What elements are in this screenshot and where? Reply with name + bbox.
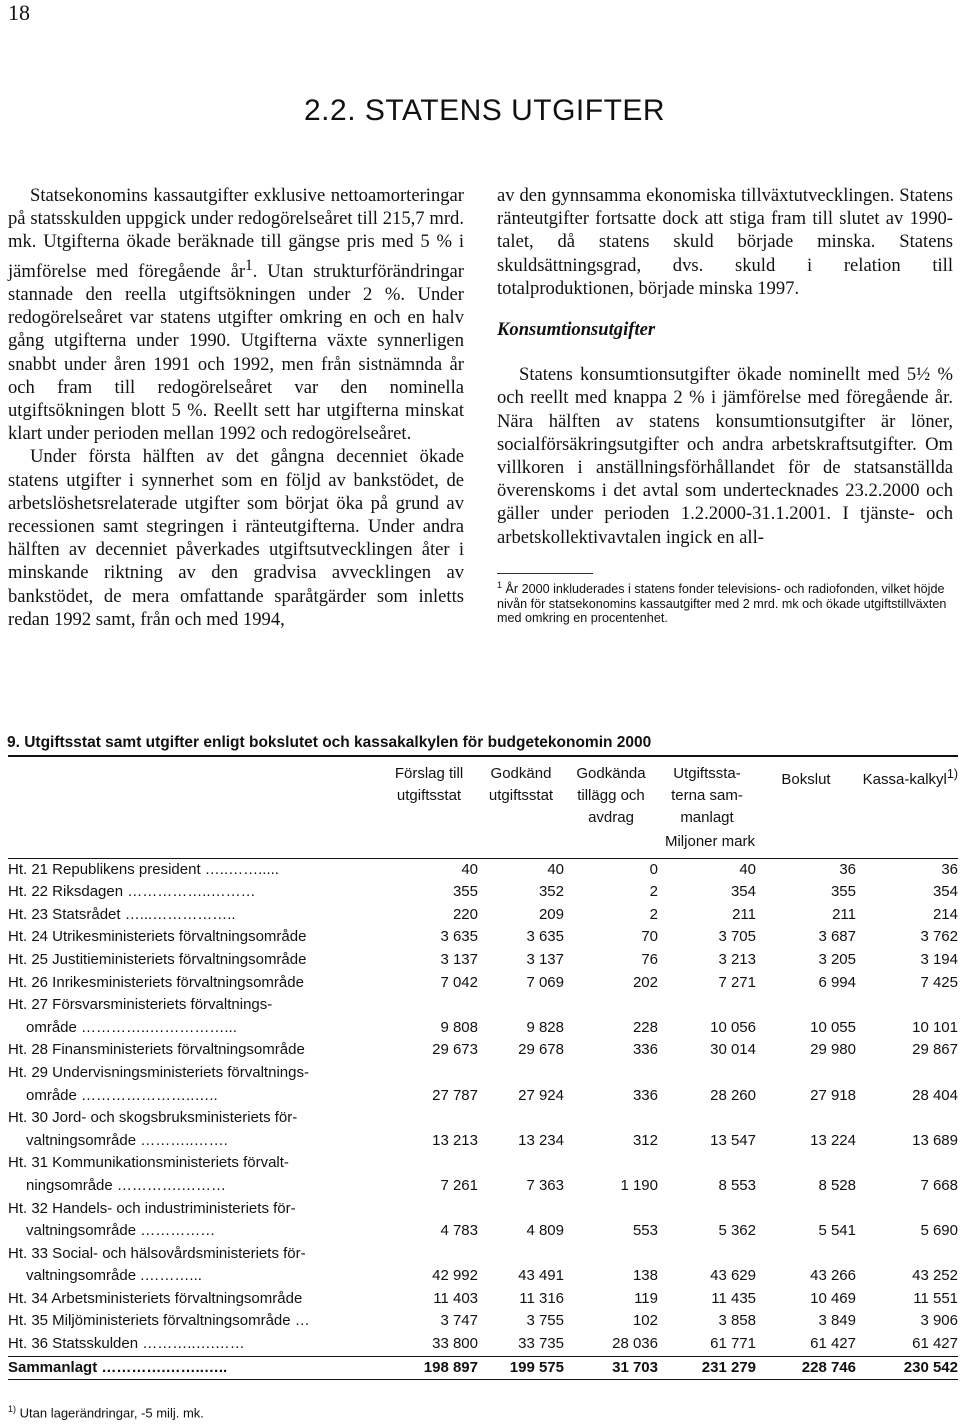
table-row (8, 1085, 958, 1108)
row-label: Ht. 21 Republikens president …..……..... (8, 860, 279, 878)
cell-value: 138 (632, 1267, 658, 1285)
cell-value: 13 224 (810, 1131, 856, 1149)
cell-value: 220 (452, 905, 478, 923)
cell-value: 0 (649, 860, 658, 878)
cell-value: 30 014 (710, 1041, 756, 1059)
cell-value: 33 800 (432, 1335, 478, 1353)
cell-value: 29 867 (912, 1041, 958, 1059)
cell-value: 13 234 (518, 1131, 564, 1149)
cell-value: 3 755 (526, 1312, 564, 1330)
cell-value: 43 629 (710, 1267, 756, 1285)
table-row (8, 881, 958, 904)
cell-value: 42 992 (432, 1267, 478, 1285)
cell-value: 7 668 (920, 1176, 958, 1194)
total-value: 31 703 (564, 1356, 658, 1380)
row-label: Ht. 29 Undervisningsministeriets förvaltnings- (8, 1063, 309, 1081)
right-paragraph-2: Statens konsumtionsutgifter ökade nominellt med 5½ % och reellt med knappa 2 % i jämförelse med föregående år. Nära hälften av statens konsumtionsutgifter är löner, socialförsäkringsutgifter och andra arbetskraftsutgifter. Om villkoren i anställningsförhållandet för de statsanställda överenskoms i det avtal som undertecknades 23.2.2000 och gäller under perioden 1.2.2000-31.1.2001. I tjänste- och arbetskollektivavtalen ingick en all- (497, 364, 953, 548)
cell-value: 61 771 (710, 1335, 756, 1353)
left-p1-text: Statsekonomins kassautgifter exklusive nettoamorteringar på statsskulden uppgick under redogörelseåret till 215,7 mrd. mk. Utgifterna ökade beräknade till gängse pris med 5 % i jämförelse med föregående år (8, 185, 464, 282)
cell-value: 43 252 (912, 1267, 958, 1285)
cell-value: 209 (538, 905, 564, 923)
cell-value: 28 260 (710, 1086, 756, 1104)
cell-value: 228 (632, 1018, 658, 1036)
table-row (8, 949, 958, 972)
budget-table-block (8, 734, 958, 1380)
cell-value: 5 541 (818, 1222, 856, 1240)
cell-value: 11 403 (433, 1289, 478, 1307)
cell-value: 7 271 (718, 973, 756, 991)
cell-value: 3 705 (718, 928, 756, 946)
right-paragraph-1: av den gynnsamma ekonomiska tillväxtutvecklingen. Statens ränteutgifter fortsatte dock att stiga fram till slutet av 1990-talet, då statens skuld började minska. Statens skuldsättningsgrad, dvs. skuld i relation till totalproduktionen, började minska 1997. (497, 185, 953, 299)
table-row (8, 926, 958, 949)
cell-value: 33 735 (518, 1335, 564, 1353)
cell-value: 553 (632, 1222, 658, 1240)
table-row (8, 1310, 958, 1333)
cell-value: 3 213 (718, 950, 756, 968)
left-text-column (8, 184, 464, 631)
cell-value: 3 194 (920, 950, 958, 968)
footnote-marker: 1 (497, 579, 503, 590)
row-label: Ht. 28 Finansministeriets förvaltningsområde (8, 1041, 305, 1059)
total-value: 231 279 (658, 1356, 756, 1380)
cell-value: 27 787 (432, 1086, 478, 1104)
cell-value: 36 (941, 860, 958, 878)
header-kassakalkyl-sup: 1) (946, 767, 958, 781)
cell-value: 3 849 (818, 1312, 856, 1330)
cell-value: 1 190 (620, 1176, 658, 1194)
header-godkand: Godkänd utgiftsstat (488, 765, 554, 804)
cell-value: 7 363 (526, 1176, 564, 1194)
cell-value: 214 (932, 905, 958, 923)
unit-label: Miljoner mark (664, 833, 755, 850)
cell-value: 3 762 (920, 928, 958, 946)
cell-value: 8 553 (718, 1176, 756, 1194)
left-paragraph-1 (8, 184, 464, 445)
cell-value: 11 435 (711, 1289, 756, 1307)
table-row (8, 972, 958, 995)
total-value: 198 897 (380, 1356, 478, 1380)
table-row (8, 904, 958, 927)
header-forslag: Förslag till utgiftsstat (394, 765, 464, 804)
row-label: Ht. 35 Miljöministeriets förvaltningsområde … (8, 1312, 310, 1330)
row-label: Ht. 23 Statsrådet …...…………….. (8, 905, 236, 923)
cell-value: 2 (649, 905, 658, 923)
table-footnote-marker: 1) (8, 1404, 17, 1414)
cell-value: 27 924 (518, 1086, 564, 1104)
cell-value: 61 427 (810, 1335, 856, 1353)
row-label-continuation: område …………..……………... (26, 1018, 237, 1036)
cell-value: 4 783 (440, 1222, 478, 1240)
row-label: Ht. 27 Försvarsministeriets förvaltnings- (8, 996, 273, 1014)
cell-value: 11 316 (519, 1289, 564, 1307)
row-label: Ht. 36 Statsskulden ………..….…… (8, 1335, 245, 1353)
cell-value: 3 137 (440, 950, 478, 968)
table-row-label-line (8, 1152, 958, 1175)
row-label: Ht. 30 Jord- och skogsbruksministeriets för- (8, 1109, 298, 1127)
table-body (8, 858, 958, 1380)
row-label-continuation: område …………………..….. (26, 1086, 218, 1104)
cell-value: 10 101 (912, 1018, 958, 1036)
table-row-label-line (8, 1107, 958, 1130)
total-value: 228 746 (756, 1356, 856, 1380)
cell-value: 4 809 (526, 1222, 564, 1240)
cell-value: 40 (461, 860, 478, 878)
cell-value: 6 994 (818, 973, 856, 991)
cell-value: 3 906 (920, 1312, 958, 1330)
cell-value: 36 (839, 860, 856, 878)
row-label: Ht. 31 Kommunikationsministeriets förvalt- (8, 1154, 289, 1172)
cell-value: 28 404 (912, 1086, 958, 1104)
cell-value: 29 673 (432, 1041, 478, 1059)
table-row-label-line (8, 1243, 958, 1266)
header-bokslut: Bokslut (781, 771, 831, 788)
table-row (8, 1265, 958, 1288)
cell-value: 13 689 (912, 1131, 958, 1149)
right-text-column (497, 184, 953, 626)
table-row (8, 858, 958, 881)
cell-value: 355 (452, 883, 478, 901)
cell-value: 202 (632, 973, 658, 991)
cell-value: 27 918 (810, 1086, 856, 1104)
cell-value: 61 427 (912, 1335, 958, 1353)
cell-value: 336 (632, 1041, 658, 1059)
row-label-continuation: valtningsområde ………..……. (26, 1131, 228, 1149)
table-header-row (8, 757, 958, 829)
cell-value: 211 (832, 905, 856, 923)
subsection-heading: Konsumtionsutgifter (497, 319, 656, 341)
cell-value: 2 (649, 883, 658, 901)
table-row-label-line (8, 1198, 958, 1221)
cell-value: 3 137 (526, 950, 564, 968)
cell-value: 352 (538, 883, 564, 901)
table-row (8, 1175, 958, 1198)
cell-value: 7 261 (440, 1176, 478, 1194)
cell-value: 7 042 (440, 973, 478, 991)
cell-value: 10 055 (810, 1018, 856, 1036)
total-value: 199 575 (478, 1356, 564, 1380)
total-row (8, 1356, 958, 1380)
table-footnote (8, 1404, 204, 1420)
cell-value: 5 362 (718, 1222, 756, 1240)
row-label: Ht. 33 Social- och hälsovårdsministeriets för- (8, 1244, 306, 1262)
cell-value: 13 547 (710, 1131, 756, 1149)
cell-value: 355 (830, 883, 856, 901)
table-row (8, 1039, 958, 1062)
cell-value: 3 205 (818, 950, 856, 968)
section-title: 2.2. STATENS UTGIFTER (304, 94, 666, 127)
row-label: Ht. 32 Handels- och industriministeriets för- (8, 1199, 296, 1217)
row-label: Ht. 25 Justitieministeriets förvaltningsområde (8, 950, 307, 968)
cell-value: 211 (732, 905, 756, 923)
table-title: 9. Utgiftsstat samt utgifter enligt bokslutet och kassakalkylen för budgetekonomin 2000 (7, 734, 652, 751)
cell-value: 10 469 (810, 1289, 856, 1307)
cell-value: 8 528 (818, 1176, 856, 1194)
row-label: Ht. 26 Inrikesministeriets förvaltningsområde (8, 973, 304, 991)
cell-value: 70 (641, 928, 658, 946)
unit-row (8, 829, 958, 858)
cell-value: 9 828 (526, 1018, 564, 1036)
cell-value: 9 808 (440, 1018, 478, 1036)
header-samanlagt: Utgiftssta-terna sam-manlagt (671, 765, 743, 826)
cell-value: 28 036 (612, 1335, 658, 1353)
footnote-ref: 1 (245, 256, 253, 274)
left-p1-tail: . Utan strukturförändringar stannade den reella utgiftsökningen under 2 %. Under redogörelseåret var statens utgifter omkring en och en halv gång utgifterna under 1990. Utgifterna växte synnerligen snabbt under åren 1991 och 1992, men från sistnämnda år och fram till redogörelseåret var den nominella utgiftsökningen blott 5 %. Reellt sett har utgifterna minskat klart under perioden mellan 1992 och redogörelseåret. (8, 260, 464, 445)
header-label-col (8, 757, 380, 829)
cell-value: 354 (932, 883, 958, 901)
total-label: Sammanlagt ………….……..….. (8, 1356, 380, 1380)
footnote (497, 578, 953, 626)
footnote-rule (497, 573, 593, 574)
row-label-continuation: valtningsområde .………... (26, 1267, 202, 1285)
cell-value: 40 (547, 860, 564, 878)
header-kassakalkyl-text: Kassa-kalkyl (862, 771, 947, 788)
table-row (8, 1017, 958, 1040)
page-number: 18 (8, 0, 30, 25)
row-label: Ht. 24 Utrikesministeriets förvaltningsområde (8, 928, 307, 946)
cell-value: 3 635 (526, 928, 564, 946)
cell-value: 3 635 (440, 928, 478, 946)
cell-value: 3 687 (818, 928, 856, 946)
cell-value: 312 (632, 1131, 658, 1149)
cell-value: 29 980 (810, 1041, 856, 1059)
cell-value: 3 858 (718, 1312, 756, 1330)
table-row (8, 1220, 958, 1243)
cell-value: 3 747 (440, 1312, 478, 1330)
cell-value: 11 551 (913, 1289, 958, 1307)
row-label: Ht. 22 Riksdagen ……………..……… (8, 883, 256, 901)
cell-value: 40 (739, 860, 756, 878)
header-kassakalkyl (856, 757, 958, 829)
table-row-label-line (8, 1062, 958, 1085)
cell-value: 13 213 (432, 1131, 478, 1149)
cell-value: 7 069 (526, 973, 564, 991)
footnote-text: År 2000 inkluderades i statens fonder televisions- och radiofonden, vilket höjde nivån för statsekonomins kassautgifter med 2 mrd. mk och ökade utgiftstillväxten med omkring en procentenhet. (497, 582, 947, 626)
cell-value: 119 (634, 1289, 658, 1307)
cell-value: 336 (632, 1086, 658, 1104)
table-row-label-line (8, 994, 958, 1017)
cell-value: 43 266 (810, 1267, 856, 1285)
row-label-continuation: valtningsområde …………… (26, 1222, 216, 1240)
budget-table (8, 757, 958, 1380)
row-label-continuation: ningsområde ………….……… (26, 1176, 227, 1194)
table-row (8, 1288, 958, 1311)
cell-value: 10 056 (710, 1018, 756, 1036)
total-value: 230 542 (856, 1356, 958, 1380)
cell-value: 29 678 (518, 1041, 564, 1059)
table-row (8, 1333, 958, 1356)
table-footnote-text: Utan lagerändringar, -5 milj. mk. (19, 1405, 204, 1421)
header-tillagg: Godkända tillägg och avdrag (576, 765, 646, 826)
cell-value: 102 (632, 1312, 658, 1330)
cell-value: 43 491 (518, 1267, 564, 1285)
left-paragraph-2: Under första hälften av det gångna decenniet ökade statens utgifter i synnerhet som en följd av bankstödet, de arbetslöshetsrelaterade utgifter som börjat öka på grund av recessionen samt stegringen i ränteutgifterna. Under andra hälften av decenniet påverkades utgiftsutvecklingen åter i minskande riktning av den gradvisa avvecklingen av bankstödet, de mera omfattande sparåtgärder som inletts redan 1992 samt, från och med 1994, (8, 446, 464, 630)
cell-value: 76 (641, 950, 658, 968)
cell-value: 5 690 (920, 1222, 958, 1240)
table-row (8, 1130, 958, 1153)
cell-value: 354 (730, 883, 756, 901)
row-label: Ht. 34 Arbetsministeriets förvaltningsområde (8, 1289, 303, 1307)
cell-value: 7 425 (920, 973, 958, 991)
